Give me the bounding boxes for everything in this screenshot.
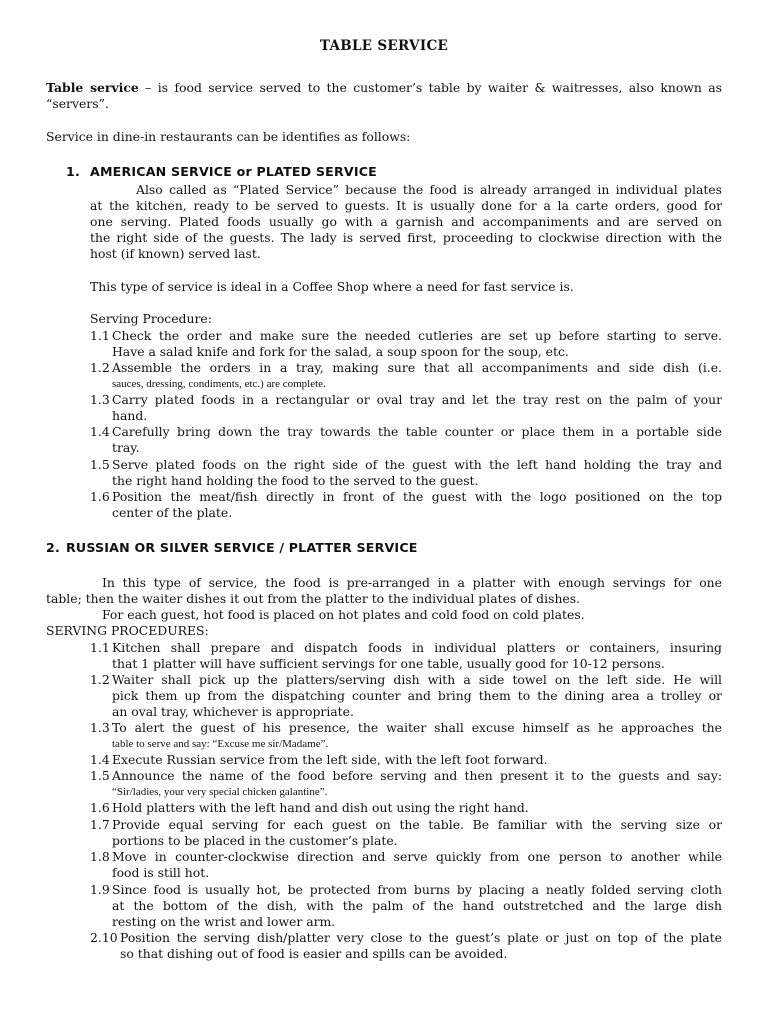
section1-para-line: the right side of the guests. The lady is served first, proceeding to clockwise direction with the [90,230,722,245]
step-number: 1.3 [90,720,110,735]
section1-para-line: host (if known) served last. [90,246,261,261]
intro-definition: is food service served to the customer’s table by waiter & waitresses, also known as [157,80,722,95]
step-number: 2.10 [90,930,118,945]
step-text: hand. [112,408,148,423]
section2-number: 2. [46,540,60,555]
step-number: 1.3 [90,392,110,407]
step-text: Announce the name of the food before serving and then present it to the guests and say: [112,768,722,783]
step-text: Hold platters with the left hand and dish out using the right hand. [112,800,529,815]
step-text: Provide equal serving for each guest on the table. Be familiar with the serving size or [112,817,722,832]
step-number: 1.5 [90,768,110,783]
step-text: Position the meat/fish directly in front of the guest with the logo positioned on the top [112,489,722,504]
step-text: Position the serving dish/platter very close to the guest’s plate or just on top of the plate [120,930,722,945]
step-text: Assemble the orders in a tray, making sure that all accompaniments and side dish (i.e. [112,360,722,375]
step-text: table to serve and say: “Excuse me sir/Madame”. [112,738,329,750]
step-number: 1.8 [90,849,110,864]
section1-para-line: Also called as “Plated Service” because the food is already arranged in individual plates [136,182,722,197]
step-text: tray. [112,440,140,455]
step-text: an oval tray, whichever is appropriate. [112,704,354,719]
step-text: center of the plate. [112,505,233,520]
step-text: the right hand holding the food to the served to the guest. [112,473,479,488]
section1-para-line: at the kitchen, ready to be served to guests. It is usually done for a la carte orders, good for [90,198,722,213]
step-text: Kitchen shall prepare and dispatch foods in individual platters or containers, insuring [112,640,722,655]
section1-procedure-label: Serving Procedure: [90,311,212,326]
step-number: 1.6 [90,489,110,504]
section1-number: 1. [66,164,80,179]
step-text: pick them up from the dispatching counter and bring them to the dining area a trolley or [112,688,722,703]
step-number: 1.4 [90,424,110,439]
section1-heading: AMERICAN SERVICE or PLATED SERVICE [90,164,377,179]
step-number: 1.1 [90,328,110,343]
step-number: 1.7 [90,817,110,832]
step-number: 1.5 [90,457,110,472]
step-text: Carefully bring down the tray towards the table counter or place them in a portable side [112,424,722,439]
step-text: “Sir/ladies, your very special chicken galantine”. [112,786,328,798]
intro-line-1 [46,80,722,96]
step-text: Have a salad knife and fork for the salad, a soup spoon for the soup, etc. [112,344,569,359]
step-text: Serve plated foods on the right side of the guest with the left hand holding the tray and [112,457,722,472]
step-text: resting on the wrist and lower arm. [112,914,336,929]
section2-para-line: In this type of service, the food is pre-arranged in a platter with enough servings for one [102,575,722,590]
step-number: 1.1 [90,640,110,655]
section2-para-line: table; then the waiter dishes it out from the platter to the individual plates of dishes. [46,591,581,606]
section2-procedure-label: SERVING PROCEDURES: [46,623,209,638]
intro-line-2: “servers”. [46,96,109,111]
step-number: 1.9 [90,882,110,897]
section1-ideal: This type of service is ideal in a Coffee Shop where a need for fast service is. [90,279,574,294]
section2-para-line: For each guest, hot food is placed on hot plates and cold food on cold plates. [102,607,585,622]
step-number: 1.2 [90,360,110,375]
intro-dash: – [138,80,158,95]
step-text: Waiter shall pick up the platters/serving dish with a side towel on the left side. He will [112,672,722,687]
step-text: sauces, dressing, condiments, etc.) are complete. [112,378,326,390]
step-number: 1.4 [90,752,110,767]
step-text: Execute Russian service from the left side, with the left foot forward. [112,752,548,767]
step-text: Carry plated foods in a rectangular or oval tray and let the tray rest on the palm of your [112,392,722,407]
step-number: 1.6 [90,800,110,815]
step-text: Move in counter-clockwise direction and serve quickly from one person to another while [112,849,722,864]
step-text: To alert the guest of his presence, the waiter shall excuse himself as he approaches the [112,720,722,735]
step-text: that 1 platter will have sufficient servings for one table, usually good for 10-12 persons. [112,656,665,671]
intro-term: Table service [46,80,139,95]
step-text: food is still hot. [112,865,210,880]
step-text: Check the order and make sure the needed cutleries are set up before starting to serve. [112,328,722,343]
section2-heading: RUSSIAN OR SILVER SERVICE / PLATTER SERVICE [66,540,418,555]
step-number: 1.2 [90,672,110,687]
page-title: TABLE SERVICE [319,38,449,54]
step-text: at the bottom of the dish, with the palm of the hand outstretched and the large dish [112,898,722,913]
step-text: Since food is usually hot, be protected from burns by placing a neatly folded serving cloth [112,882,722,897]
step-text: portions to be placed in the customer’s plate. [112,833,398,848]
step-text: so that dishing out of food is easier and spills can be avoided. [120,946,508,961]
section1-para-line: one serving. Plated foods usually go with a garnish and accompaniments and are served on [90,214,722,229]
lead-text: Service in dine-in restaurants can be identifies as follows: [46,129,411,144]
